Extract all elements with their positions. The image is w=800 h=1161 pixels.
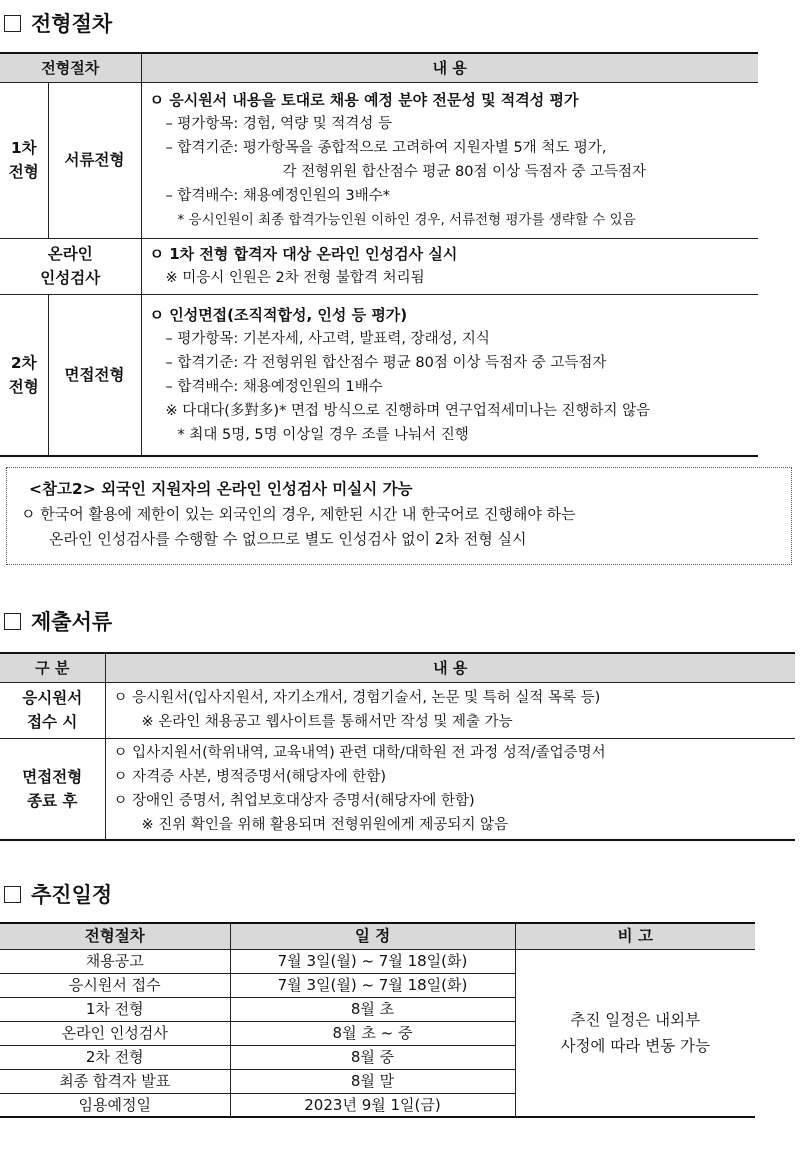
header-procedure: 전형절차 — [0, 53, 141, 82]
online-label-line1: 온라인 — [47, 245, 93, 263]
section-title-procedure — [4, 8, 112, 38]
header-step: 전형절차 — [0, 923, 230, 949]
application-content — [105, 682, 795, 738]
reference-note-box — [6, 467, 792, 565]
schedule-date: 8월 중 — [230, 1045, 515, 1069]
schedule-step: 채용공고 — [0, 949, 230, 973]
remark-line1: 추진 일정은 내외부 — [570, 1010, 701, 1029]
schedule-remark — [515, 949, 755, 1117]
schedule-date: 2023년 9월 1일(금) — [230, 1093, 515, 1117]
schedule-table — [0, 922, 755, 1118]
online-label-line2: 인성검사 — [40, 269, 101, 287]
row-online — [0, 238, 758, 294]
interview-end-label — [0, 738, 105, 840]
section-title-schedule — [4, 879, 112, 909]
application-label — [0, 682, 105, 738]
checkbox-square-icon — [4, 613, 21, 630]
row-application — [0, 682, 795, 738]
application-line: ※ 온라인 채용공고 웹사이트를 통해서만 작성 및 제출 가능 — [141, 714, 513, 730]
stage2-label-line1: 2차 — [10, 353, 37, 372]
note-line: ㅇ 한국어 활용에 제한이 있는 외국인의 경우, 제한된 시간 내 한국어로 진행해야 하는 — [21, 505, 576, 523]
online-line: ㅇ 1차 전형 합격자 대상 온라인 인성검사 실시 — [149, 245, 458, 263]
header-date: 일 정 — [230, 923, 515, 949]
stage2-line: ㅇ 인성면접(조직적합성, 인성 등 평가) — [149, 305, 408, 324]
header-content: 내 용 — [105, 653, 795, 682]
stage1-label-line2: 전형 — [8, 163, 39, 181]
stage1-label — [0, 82, 48, 238]
row-stage1 — [0, 82, 758, 238]
schedule-row — [0, 949, 755, 973]
schedule-step: 2차 전형 — [0, 1045, 230, 1069]
interview-end-label-line2: 종료 후 — [27, 791, 78, 810]
section-title-text: 제출서류 — [31, 610, 113, 634]
header-remark: 비 고 — [515, 923, 755, 949]
stage1-line: – 합격배수: 채용예정인원의 3배수* — [165, 188, 391, 204]
online-label — [0, 238, 141, 294]
application-label-line2: 접수 시 — [27, 713, 78, 731]
stage1-content — [141, 82, 758, 238]
checkbox-square-icon — [4, 886, 21, 903]
interview-end-content — [105, 738, 795, 840]
stage2-line: ※ 다대다(多對多)* 면접 방식으로 진행하며 연구업적세미나는 진행하지 않음 — [165, 402, 651, 419]
remark-line2: 사정에 따라 변동 가능 — [560, 1036, 711, 1055]
section-title-documents — [4, 606, 112, 636]
schedule-step: 응시원서 접수 — [0, 973, 230, 997]
interview-end-line: ㅇ 장애인 증명서, 취업보호대상자 증명서(해당자에 한함) — [113, 792, 475, 809]
stage2-name: 면접전형 — [48, 294, 141, 456]
interview-end-line: ㅇ 자격증 사본, 병적증명서(해당자에 한함) — [113, 768, 386, 785]
stage1-line: – 평가항목: 경험, 역량 및 적격성 등 — [165, 116, 392, 132]
stage2-content — [141, 294, 758, 456]
checkbox-square-icon — [4, 15, 21, 32]
note-line: 온라인 인성검사를 수행할 수 없으므로 별도 인성검사 없이 2차 전형 실시 — [49, 530, 527, 548]
documents-table — [0, 652, 795, 841]
application-label-line1: 응시원서 — [22, 689, 83, 707]
interview-end-label-line1: 면접전형 — [22, 767, 83, 786]
schedule-date: 7월 3일(월) ~ 7월 18일(화) — [230, 973, 515, 997]
schedule-date: 8월 초 ~ 중 — [230, 1021, 515, 1045]
stage2-label — [0, 294, 48, 456]
stage2-line: – 평가항목: 기본자세, 사고력, 발표력, 장래성, 지식 — [165, 330, 490, 347]
schedule-step: 온라인 인성검사 — [0, 1021, 230, 1045]
stage1-line: 각 전형위원 합산점수 평균 80점 이상 득점자 중 고득점자 — [282, 164, 646, 180]
schedule-date: 7월 3일(월) ~ 7월 18일(화) — [230, 949, 515, 973]
schedule-step: 1차 전형 — [0, 997, 230, 1021]
header-content: 내 용 — [141, 53, 758, 82]
stage1-label-line1: 1차 — [10, 139, 37, 157]
stage1-line: ㅇ 응시원서 내용을 토대로 채용 예정 분야 전문성 및 적격성 평가 — [149, 91, 579, 109]
section-title-text: 전형절차 — [31, 12, 113, 36]
stage2-line: – 합격배수: 채용예정인원의 1배수 — [165, 378, 383, 395]
note-title: <참고2> 외국인 지원자의 온라인 인성검사 미실시 가능 — [29, 480, 413, 498]
section-title-text: 추진일정 — [31, 883, 113, 907]
stage1-name: 서류전형 — [48, 82, 141, 238]
table-header-row — [0, 923, 755, 949]
schedule-step: 최종 합격자 발표 — [0, 1069, 230, 1093]
stage2-label-line2: 전형 — [8, 377, 39, 396]
table-header-row — [0, 53, 758, 82]
stage2-line: * 최대 5명, 5명 이상일 경우 조를 나눠서 진행 — [177, 426, 469, 443]
online-content — [141, 238, 758, 294]
row-interview-end — [0, 738, 795, 840]
schedule-date: 8월 초 — [230, 997, 515, 1021]
stage1-line: * 응시인원이 최종 합격가능인원 이하인 경우, 서류전형 평가를 생략할 수 있음 — [177, 212, 636, 228]
schedule-step: 임용예정일 — [0, 1093, 230, 1117]
interview-end-line: ※ 진위 확인을 위해 활용되며 전형위원에게 제공되지 않음 — [141, 816, 509, 833]
procedure-table — [0, 52, 758, 457]
application-line: ㅇ 응시원서(입사지원서, 자기소개서, 경험기술서, 논문 및 특허 실적 목록 등) — [113, 690, 601, 706]
row-stage2 — [0, 294, 758, 456]
stage2-line: – 합격기준: 각 전형위원 합산점수 평균 80점 이상 득점자 중 고득점자 — [165, 354, 607, 371]
schedule-date: 8월 말 — [230, 1069, 515, 1093]
interview-end-line: ㅇ 입사지원서(학위내역, 교육내역) 관련 대학/대학원 전 과정 성적/졸업증명서 — [113, 744, 606, 761]
header-category: 구 분 — [0, 653, 105, 682]
table-header-row — [0, 653, 795, 682]
online-line: ※ 미응시 인원은 2차 전형 불합격 처리됨 — [165, 270, 425, 286]
stage1-line: – 합격기준: 평가항목을 종합적으로 고려하여 지원자별 5개 척도 평가, — [165, 140, 607, 156]
